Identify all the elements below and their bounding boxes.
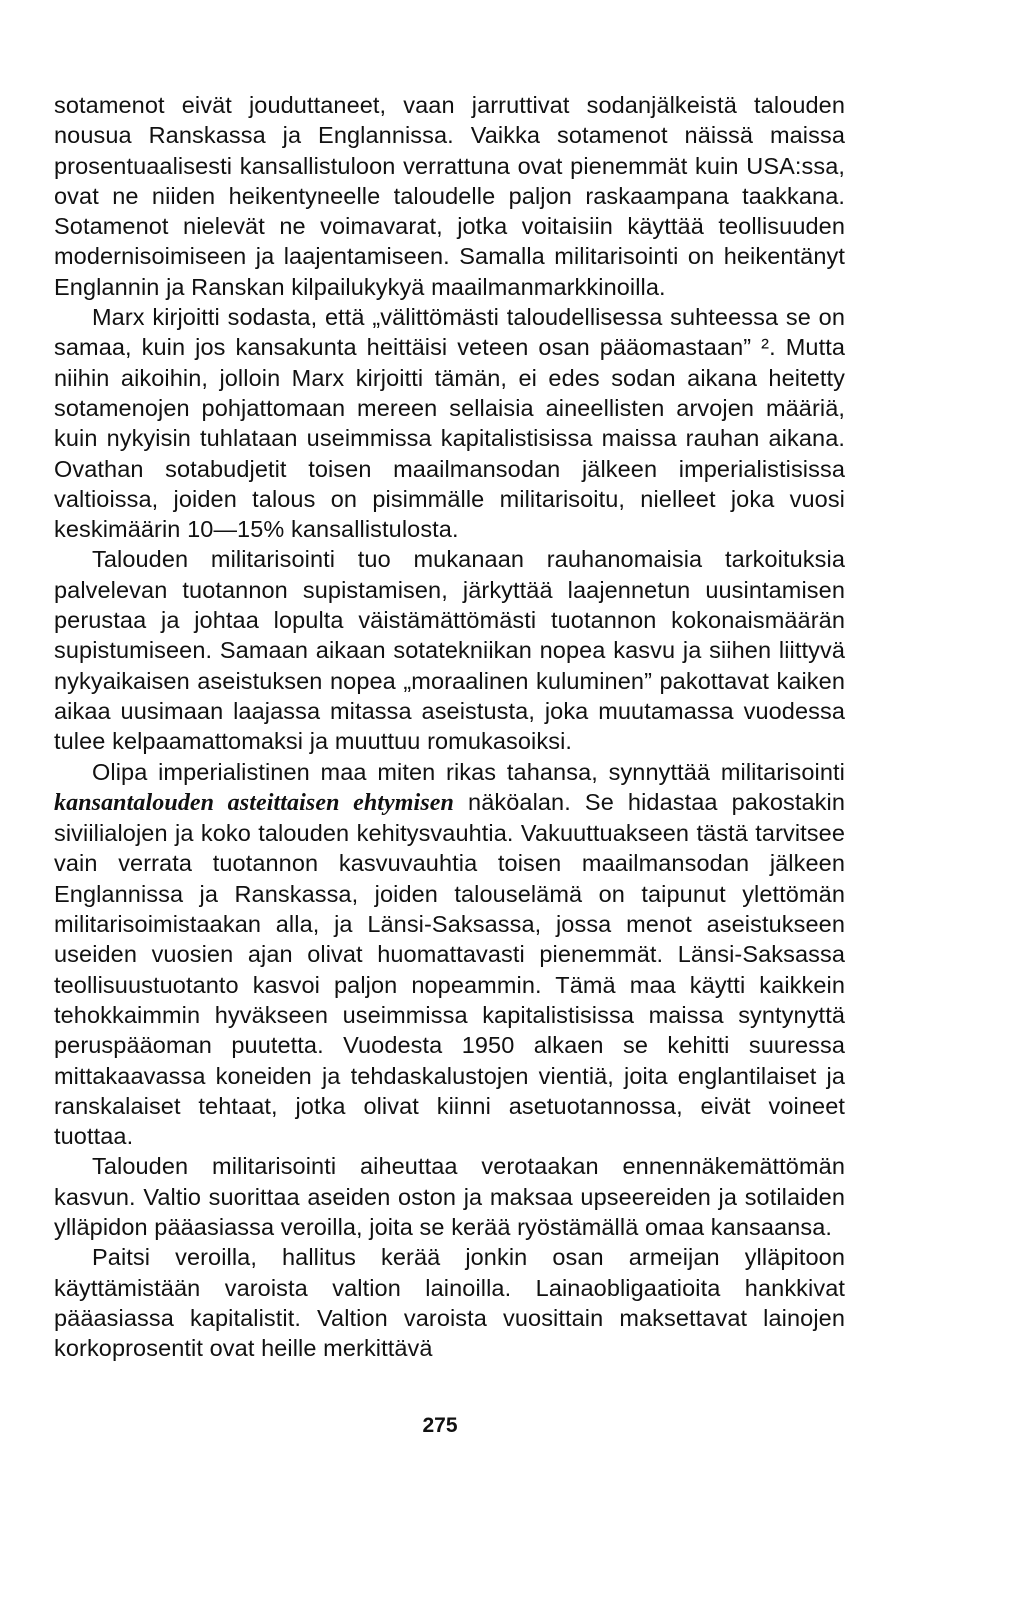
paragraph-text: näköalan. Se hidastaa pakostakin siviilialojen ja koko talouden kehitysvauhtia. Vakuuttuakseen tästä tarvitsee vain verrata tuotannon kasvuvauhtia toisen maailmansodan jälkeen Englannissa ja Ranskassa, joiden talouselämä on taipunut ylettömän militarisoimistaakan alla, ja Länsi-Saksassa, jossa menot aseistukseen useiden vuosien ajan olivat huomattavasti pienemmät. Länsi-Saksassa teollisuustuotanto kasvoi paljon nopeammin. Tämä maa käytti kaikkein tehokkaimmin hyväkseen useimmissa kapitalistisissa maissa syntynyttä peruspääoman puutetta. Vuodesta 1950 alkaen se kehitti suuressa mittakaavassa koneiden ja tehdaskalustojen vientiä, joita englantilaiset ja ranskalaiset tehtaat, jotka olivat kiinni asetuotannossa, eivät voineet tuottaa. xyxy=(54,788,845,1150)
paragraph xyxy=(54,1242,845,1363)
paragraph-text: Olipa imperialistinen maa miten rikas tahansa, synnyttää militarisointi xyxy=(92,758,845,785)
paragraph-text: Marx kirjoitti sodasta, että „välittömästi taloudellisessa suhteessa se on samaa, kuin jos kansakunta heittäisi veteen osan pääomastaan” ². Mutta niihin aikoihin, jolloin Marx kirjoitti tämän, ei edes sodan aikana heitetty sotamenojen pohjattomaan mereen sellaisia aineellisten arvojen määriä, kuin nykyisin tuhlataan useimmissa kapitalistisissa maissa rauhan aikana. Ovathan sotabudjetit toisen maailmansodan jälkeen imperialistisissa valtioissa, joiden talous on pisimmälle militarisoitu, nielleet joka vuosi keskimäärin 10—15% kansallistulosta. xyxy=(54,304,845,543)
page-number: 275 xyxy=(422,1414,458,1437)
paragraph xyxy=(54,90,845,302)
paragraph xyxy=(54,544,845,756)
paragraph-text: Paitsi veroilla, hallitus kerää jonkin osan armeijan ylläpitoon käyttämistään varoista valtion lainoilla. Lainaobligaatioita hankkivat pääasiassa kapitalistit. Valtion varoista vuosittain maksettavat lainojen korkoprosentit ovat heille merkittävä xyxy=(54,1244,845,1362)
paragraph-text: Talouden militarisointi aiheuttaa verotaakan ennennäkemättömän kasvun. Valtio suorittaa aseiden oston ja maksaa upseereiden ja sotilaiden ylläpidon pääasiassa veroilla, joita se kerää ryöstämällä omaa kansaansa. xyxy=(54,1153,845,1240)
paragraph-text: Talouden militarisointi tuo mukanaan rauhanomaisia tarkoituksia palvelevan tuotannon supistamisen, järkyttää laajennetun uusintamisen perustaa ja johtaa lopulta väistämättömästi tuotannon kokonaismäärän supistumiseen. Samaan aikaan sotatekniikan nopea kasvu ja siihen liittyvä nykyaikaisen aseistuksen nopea „moraalinen kuluminen” pakottavat kaiken aikaa uusimaan laajassa mitassa aseistusta, joka muutamassa vuodessa tulee kelpaamattomaksi ja muuttuu romukasoiksi. xyxy=(54,546,845,755)
paragraph-text: sotamenot eivät jouduttaneet, vaan jarruttivat sodanjälkeistä talouden nousua Ranskassa ja Englannissa. Vaikka sotamenot näissä maissa prosentuaalisesti kansallistuloon verrattuna ovat pienemmät kuin USA:ssa, ovat ne niiden heikentyneelle taloudelle paljon raskaampana taakkana. Sotamenot nielevät ne voimavarat, jotka voitaisiin käyttää teollisuuden modernisoimiseen ja laajentamiseen. Samalla militarisointi on heikentänyt Englannin ja Ranskan kilpailukykyä maailmanmarkkinoilla. xyxy=(54,92,845,300)
paragraph xyxy=(54,1151,845,1242)
body-text xyxy=(54,90,845,1363)
emphasized-phrase: kansantalouden asteittaisen ehtymisen xyxy=(54,789,454,816)
paragraph xyxy=(54,302,845,544)
paragraph xyxy=(54,757,845,1152)
